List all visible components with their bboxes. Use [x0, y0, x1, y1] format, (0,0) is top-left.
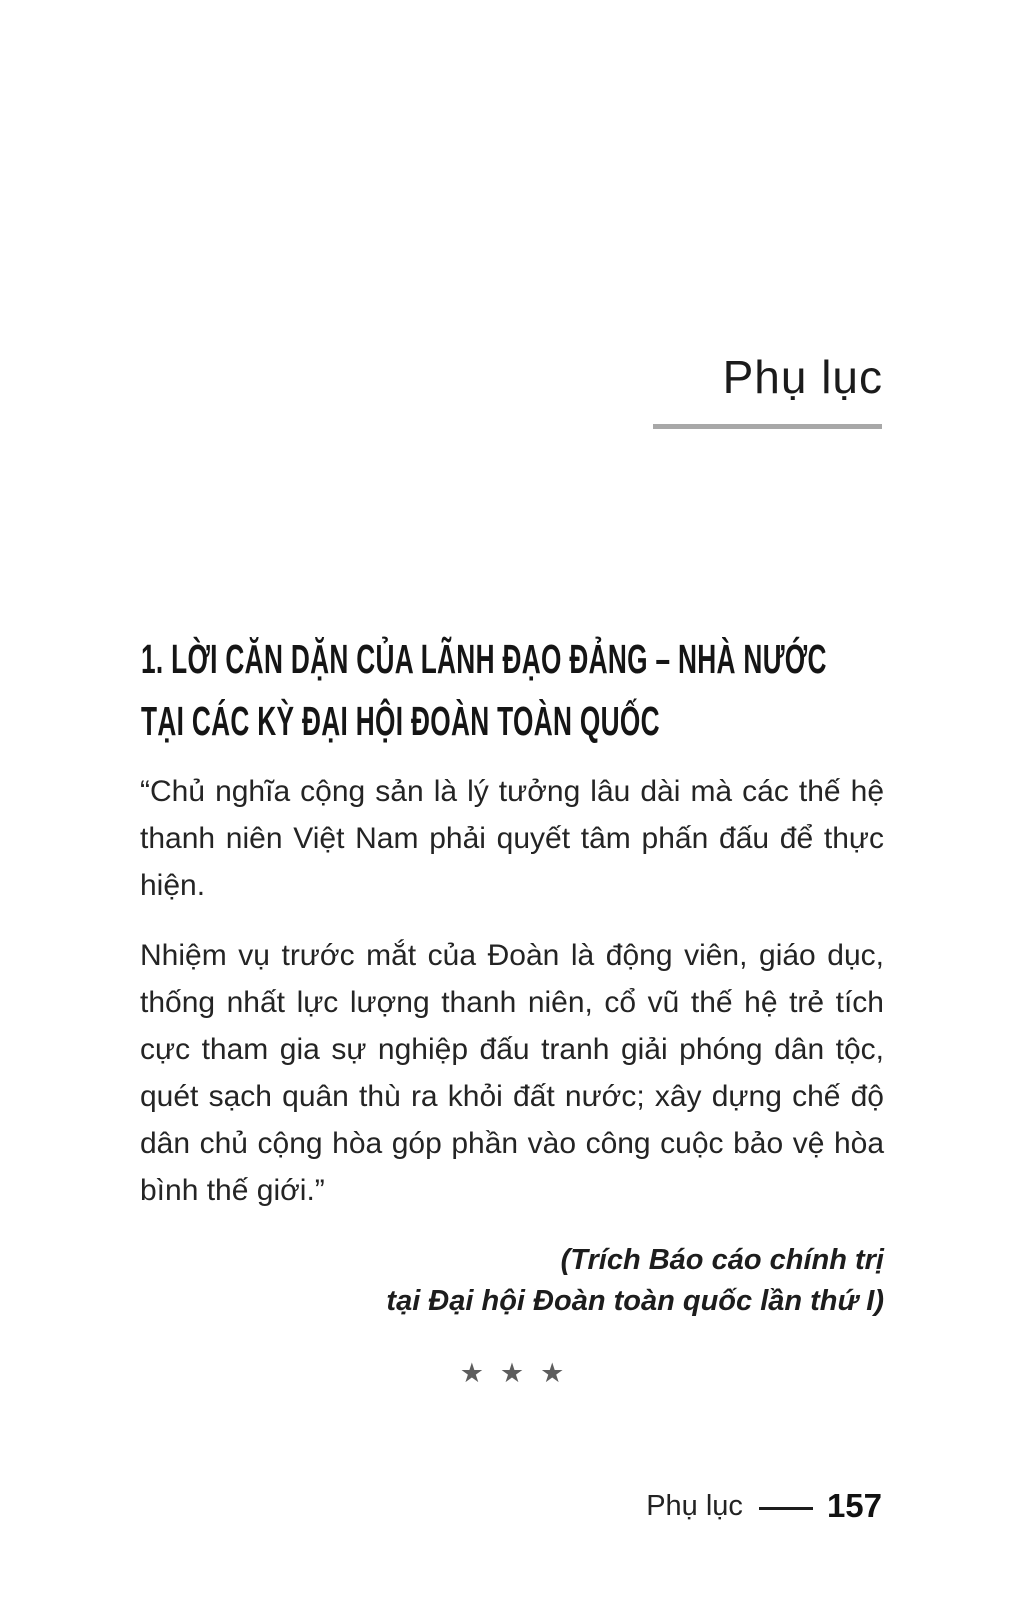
page-footer: [646, 1487, 882, 1525]
attribution-line-2: tại Đại hội Đoàn toàn quốc lần thứ I): [386, 1285, 884, 1317]
body-paragraph: “Chủ nghĩa cộng sản là lý tưởng lâu dài mà các thế hệ thanh niên Việt Nam phải quyết tâm phấn đấu để thực hiện.: [140, 775, 884, 902]
chapter-title-underline: [653, 424, 882, 429]
footer-section-label: Phụ lục: [646, 1489, 743, 1522]
quote-attribution: [140, 1240, 884, 1322]
attribution-line-1: (Trích Báo cáo chính trị: [560, 1244, 884, 1276]
footer-dash: [759, 1507, 813, 1510]
body-content: [140, 768, 884, 1389]
section-heading-line-1: 1. LỜI CĂN DẶN CỦA LÃNH ĐẠO ĐẢNG – NHÀ NƯỚC: [141, 636, 827, 682]
body-paragraph: Nhiệm vụ trước mắt của Đoàn là động viên, giáo dục, thống nhất lực lượng thanh niên, cổ vũ thế hệ trẻ tích cực tham gia sự nghiệp đấu tranh giải phóng dân tộc, quét sạch quân thù ra khỏi đất nước; xây dựng chế độ dân chủ cộng hòa góp phần vào công cuộc bảo vệ hòa bình thế giới.”: [140, 939, 884, 1207]
footer-page-number: 157: [826, 1487, 882, 1524]
section-heading-line-2: TẠI CÁC KỲ ĐẠI HỘI ĐOÀN TOÀN QUỐC: [141, 698, 660, 744]
stars-divider: ★★★: [459, 1358, 581, 1388]
chapter-title: Phụ lục: [722, 351, 883, 403]
section-heading: [141, 628, 921, 752]
